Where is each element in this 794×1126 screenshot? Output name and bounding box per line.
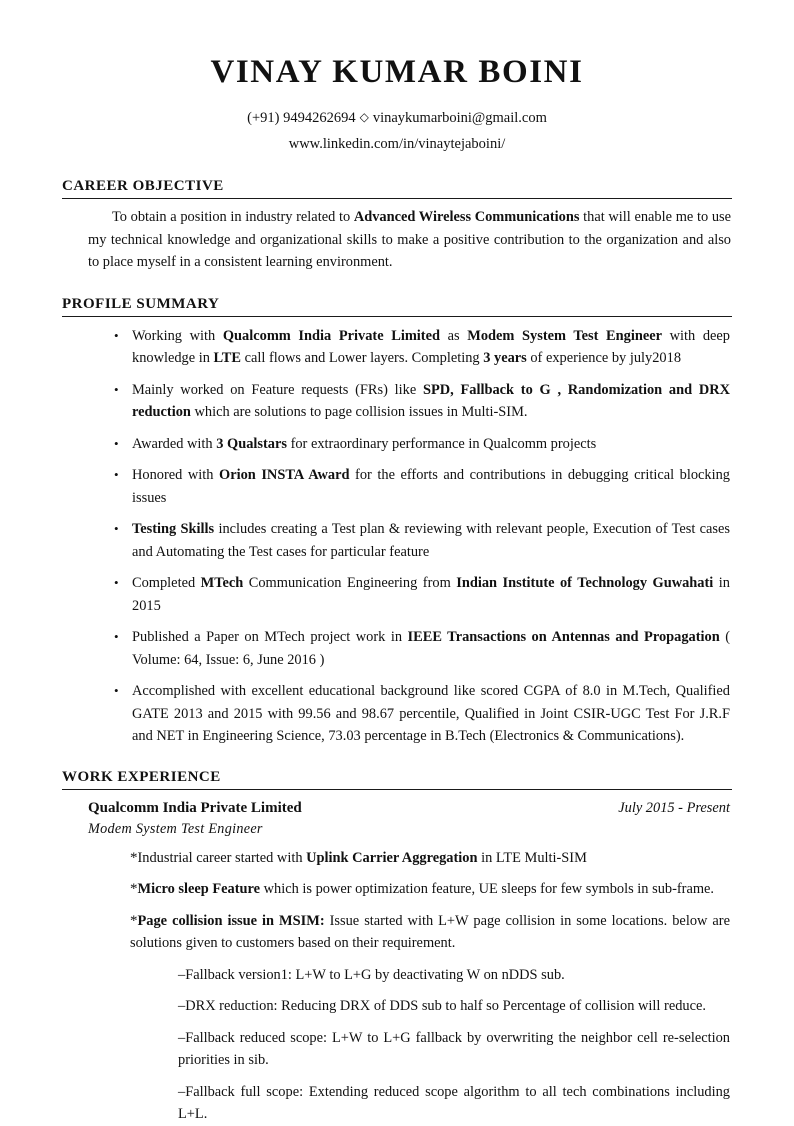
sub-list-item: –Fallback reduced scope: L+W to L+G fallback by overwriting the neighbor cell re-selection priorities in sib. [178, 1029, 730, 1069]
list-item: *Industrial career started with Uplink Carrier Aggregation in LTE Multi-SIM [130, 849, 587, 866]
profile-summary-list [62, 325, 732, 748]
bullet-dot-icon: • [114, 575, 119, 591]
emphasis-text: Micro sleep Feature [137, 881, 261, 898]
list-item: • Honored with Orion INSTA Award for the efforts and contributions in debugging critical blocking issues [114, 464, 730, 509]
list-item: *Micro sleep Feature which is power optimization feature, UE sleeps for few symbols in sub-frame. [130, 881, 715, 898]
emphasis-text: Page collision issue in MSIM: [137, 912, 325, 929]
contact-line-secondary [62, 134, 732, 156]
emphasis-text: Indian Institute of Technology Guwahati [456, 575, 714, 592]
emphasis-text: Modem System Test Engineer [467, 327, 662, 344]
job-company-name: Qualcomm India Private Limited [88, 800, 302, 817]
bullet-dot-icon: • [114, 381, 119, 397]
career-objective-paragraph: To obtain a position in industry related to Advanced Wireless Communications that will enable me to use my technical knowledge and organizational skills to make a positive contribution to the organization and also to place myself in a consistent learning environment. [88, 209, 731, 271]
bullet-asterisk-icon: * [130, 912, 138, 929]
emphasis-text: SPD, Fallback to G , Randomization and DRX reduction [132, 381, 730, 421]
section-divider [62, 789, 732, 790]
bullet-dot-icon: • [114, 435, 119, 451]
section-title-work-experience: WORK EXPERIENCE [62, 769, 221, 786]
list-item: • Testing Skills includes creating a Test plan & reviewing with relevant people, Execution of Test cases and Automating the Test cases for particular feature [114, 518, 730, 563]
bullet-dot-icon: • [114, 467, 119, 483]
bullet-asterisk-icon: * [130, 881, 138, 898]
emphasis-text: IEEE Transactions on Antennas and Propagation [407, 629, 720, 646]
emphasis-text: MTech [200, 575, 244, 592]
job-header [62, 799, 732, 819]
list-item: • Awarded with 3 Qualstars for extraordinary performance in Qualcomm projects [114, 433, 730, 455]
bullet-dash-icon: – [178, 966, 186, 983]
section-divider [62, 316, 732, 317]
sub-list-item: –Fallback full scope: Extending reduced scope algorithm to all tech combinations including L+L. [178, 1083, 730, 1123]
bullet-dash-icon: – [178, 1029, 186, 1046]
emphasis-text: Uplink Carrier Aggregation [306, 849, 478, 866]
linkedin-url[interactable]: www.linkedin.com/in/vinaytejaboini/ [288, 136, 506, 153]
email-address[interactable]: vinaykumarboini@gmail.com [372, 109, 547, 126]
section-career-objective [62, 177, 732, 274]
emphasis-text: Advanced Wireless Communications [353, 209, 580, 226]
bullet-dot-icon: • [114, 629, 119, 645]
emphasis-text: Qualcomm India Private Limited [222, 327, 440, 344]
list-item: • Mainly worked on Feature requests (FRs) like SPD, Fallback to G , Randomization and DRX reduction which are solutions to page collision issues in Multi-SIM. [114, 379, 730, 424]
work-experience-list [62, 847, 732, 1126]
list-item: • Accomplished with excellent educational background like scored CGPA of 8.0 in M.Tech, Qualified GATE 2013 and 2015 with 99.56 and 98.67 percentile, Qualified in Joint CSIR-UGC Test For J.R.F and NET in Engineering Science, 73.03 percentage in B.Tech (Electronics & Communications). [114, 680, 730, 747]
job-date-range: July 2015 - Present [618, 800, 730, 817]
emphasis-text: Testing Skills [132, 521, 215, 538]
list-item: • Working with Qualcomm India Private Limited as Modem System Test Engineer with deep knowledge in LTE call flows and Lower layers. Completing 3 years of experience by july2018 [114, 325, 730, 370]
emphasis-text: Orion INSTA Award [219, 467, 350, 484]
sub-list-item: –DRX reduction: Reducing DRX of DDS sub to half so Percentage of collision will reduce. [178, 998, 706, 1015]
contact-line-primary [62, 108, 732, 130]
section-title-profile-summary: PROFILE SUMMARY [62, 295, 220, 312]
emphasis-text: LTE [213, 350, 242, 367]
section-profile-summary [62, 295, 732, 748]
sub-list-item: –Fallback version1: L+W to L+G by deactivating W on nDDS sub. [178, 966, 565, 983]
section-title-career-objective: CAREER OBJECTIVE [62, 178, 224, 195]
bullet-dot-icon: • [114, 327, 119, 343]
bullet-asterisk-icon: * [130, 849, 138, 866]
job-role-title: Modem System Test Engineer [88, 820, 263, 837]
work-sub-list [130, 964, 730, 1126]
diamond-separator-icon: ◇ [359, 109, 369, 124]
list-item: *Page collision issue in MSIM: Issue started with L+W page collision in some locations. below are solutions given to customers based on their requirement. –Fallback version1: L+W to L+G by deactivating W on nDDS sub. –DRX reduction: Reducing DRX of DDS sub to half so Percentage of collision will reduce. –Fallback reduced scope: L+W to L+G fallback by overwriting the neighbor cell re-selection priorities in sib. –Fallback full scope: Extending reduced scope algorithm to all tech combinations including L+L. [110, 910, 730, 1126]
emphasis-text: 3 years [483, 350, 527, 367]
section-work-experience [62, 768, 732, 1125]
list-item: • Published a Paper on MTech project work in IEEE Transactions on Antennas and Propagation ( Volume: 64, Issue: 6, June 2016 ) [114, 626, 730, 671]
section-divider [62, 198, 732, 199]
bullet-dash-icon: – [178, 998, 186, 1015]
phone-number: (+91) 9494262694 [247, 109, 356, 126]
bullet-dash-icon: – [178, 1083, 186, 1100]
bullet-dot-icon: • [114, 521, 119, 537]
resume-header [62, 54, 732, 156]
bullet-dot-icon: • [114, 683, 119, 699]
emphasis-text: 3 Qualstars [216, 435, 287, 452]
candidate-name: VINAY KUMAR BOINI [210, 54, 584, 90]
list-item: • Completed MTech Communication Engineering from Indian Institute of Technology Guwahati in 2015 [114, 572, 730, 617]
